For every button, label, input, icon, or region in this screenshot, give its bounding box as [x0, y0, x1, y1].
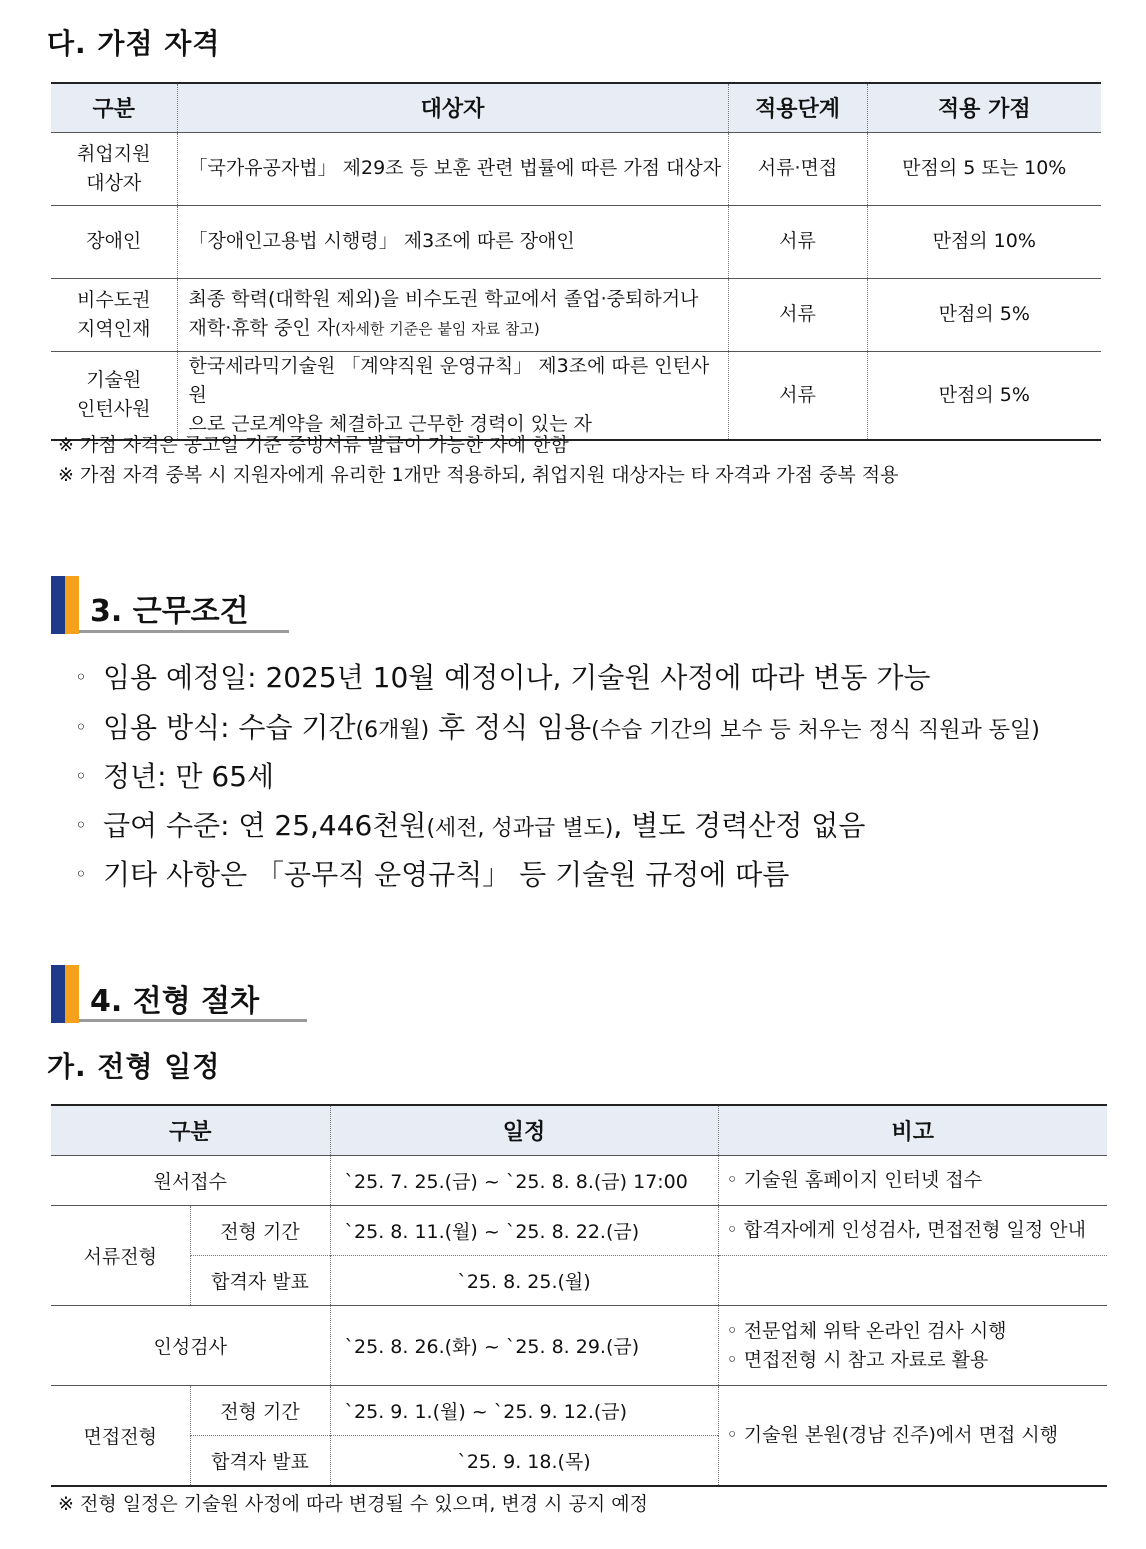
table-row — [51, 1256, 1107, 1306]
list-item: ◦ 기타 사항은 「공무직 운영규칙」 등 기술원 규정에 따름 — [75, 858, 790, 891]
table-row — [51, 205, 1101, 278]
bullet-icon: ◦ — [75, 764, 87, 788]
header-stage: 적용단계 — [728, 83, 867, 132]
row-remark: ◦ 합격자에게 인성검사, 면접전형 일정 안내 — [718, 1206, 1107, 1256]
section-marker — [51, 965, 79, 1023]
section-underline — [79, 1019, 307, 1022]
row-target-note: (자세한 기준은 붙임 자료 참고) — [335, 320, 540, 338]
row-substage: 전형 기간 — [190, 1386, 330, 1436]
list-item: ◦ 임용 예정일: 2025년 10월 예정이나, 기술원 사정에 따라 변동 가능 — [75, 661, 931, 694]
row-category: 장애인 — [51, 205, 177, 278]
row-schedule: `25. 7. 25.(금) ~ `25. 8. 8.(금) 17:00 — [330, 1156, 718, 1206]
row-stage: 서류 — [728, 205, 867, 278]
header-bonus: 적용 가점 — [867, 83, 1101, 132]
row-stage: 인성검사 — [51, 1306, 330, 1386]
row-bonus: 만점의 5% — [867, 278, 1101, 351]
row-schedule: `25. 8. 25.(월) — [330, 1256, 718, 1306]
row-target: 「장애인고용법 시행령」 제3조에 따른 장애인 — [177, 205, 728, 278]
row-bonus: 만점의 10% — [867, 205, 1101, 278]
bonus-note: ※ 가점 자격은 공고일 기준 증빙서류 발급이 가능한 자에 한함 — [58, 434, 569, 456]
row-target: 으로 근로계약을 체결하고 근무한 경력이 있는 자 — [188, 412, 592, 435]
table-row — [51, 278, 1101, 351]
table-row — [51, 132, 1101, 205]
header-category: 구분 — [51, 83, 177, 132]
section-ga-heading: 가. 전형 일정 — [47, 1050, 221, 1083]
row-target: 한국세라믹기술원 「계약직원 운영규칙」 제3조에 따른 인턴사원 — [188, 354, 710, 406]
row-target: 「국가유공자법」 제29조 등 보훈 관련 법률에 따른 가점 대상자 — [177, 132, 728, 205]
row-remark: ◦ 기술원 본원(경남 진주)에서 면접 시행 — [718, 1386, 1107, 1486]
row-category: 비수도권 — [77, 288, 151, 311]
row-schedule: `25. 9. 1.(월) ~ `25. 9. 12.(금) — [330, 1386, 718, 1436]
section-underline — [79, 630, 289, 633]
table-row — [51, 1156, 1107, 1206]
bullet-icon: ◦ — [75, 862, 87, 886]
table-row — [51, 1306, 1107, 1386]
table-row — [51, 1386, 1107, 1436]
row-remark: ◦ 면접전형 시 참고 자료로 활용 — [726, 1348, 989, 1371]
bullet-icon: ◦ — [75, 813, 87, 837]
header-schedule: 일정 — [330, 1105, 718, 1156]
row-stage: 서류전형 — [51, 1206, 190, 1306]
list-item: ◦ 임용 방식: 수습 기간(6개월) 후 정식 임용(수습 기간의 보수 등 처우는 정식 직원과 동일) — [75, 711, 1040, 744]
row-stage: 원서접수 — [51, 1156, 330, 1206]
row-category: 취업지원 — [77, 142, 151, 165]
row-stage: 면접전형 — [51, 1386, 190, 1486]
header-target: 대상자 — [177, 83, 728, 132]
schedule-note: ※ 전형 일정은 기술원 사정에 따라 변경될 수 있으며, 변경 시 공지 예정 — [58, 1493, 648, 1515]
row-schedule: `25. 8. 26.(화) ~ `25. 8. 29.(금) — [330, 1306, 718, 1386]
row-bonus: 만점의 5 또는 10% — [867, 132, 1101, 205]
row-remark — [718, 1256, 1107, 1306]
header-remark: 비고 — [718, 1105, 1107, 1156]
section-marker — [51, 576, 79, 634]
table-row — [51, 1206, 1107, 1256]
row-schedule: `25. 9. 18.(목) — [330, 1436, 718, 1486]
row-remark: ◦ 기술원 홈페이지 인터넷 접수 — [718, 1156, 1107, 1206]
row-category: 지역인재 — [77, 317, 151, 340]
row-substage: 전형 기간 — [190, 1206, 330, 1256]
row-stage: 서류 — [728, 351, 867, 440]
row-category: 대상자 — [86, 171, 142, 194]
table-row — [51, 351, 1101, 440]
row-substage: 합격자 발표 — [190, 1256, 330, 1306]
bullet-icon: ◦ — [75, 715, 87, 739]
header-category: 구분 — [51, 1105, 330, 1156]
schedule-table — [51, 1104, 1107, 1487]
section3-title: 3. 근무조건 — [90, 594, 249, 629]
list-item: ◦ 급여 수준: 연 25,446천원(세전, 성과급 별도), 별도 경력산정 없음 — [75, 809, 866, 842]
list-item: ◦ 정년: 만 65세 — [75, 760, 275, 793]
row-category: 인턴사원 — [77, 398, 151, 420]
row-stage: 서류·면접 — [728, 132, 867, 205]
row-category: 기술원 — [86, 369, 142, 391]
row-schedule: `25. 8. 11.(월) ~ `25. 8. 22.(금) — [330, 1206, 718, 1256]
bonus-qualification-table — [51, 82, 1101, 441]
row-stage: 서류 — [728, 278, 867, 351]
row-substage: 합격자 발표 — [190, 1436, 330, 1486]
bullet-icon: ◦ — [75, 665, 87, 689]
row-remark: ◦ 전문업체 위탁 온라인 검사 시행 — [726, 1319, 1007, 1342]
row-bonus: 만점의 5% — [867, 351, 1101, 440]
section-da-heading: 다. 가점 자격 — [47, 27, 221, 60]
row-target: 재학·휴학 중인 자 — [188, 317, 336, 339]
section4-title: 4. 전형 절차 — [90, 984, 260, 1019]
row-target: 최종 학력(대학원 제외)을 비수도권 학교에서 졸업·중퇴하거나 — [188, 288, 699, 310]
bonus-note: ※ 가점 자격 중복 시 지원자에게 유리한 1개만 적용하되, 취업지원 대상자는 타 자격과 가점 중복 적용 — [58, 464, 899, 486]
